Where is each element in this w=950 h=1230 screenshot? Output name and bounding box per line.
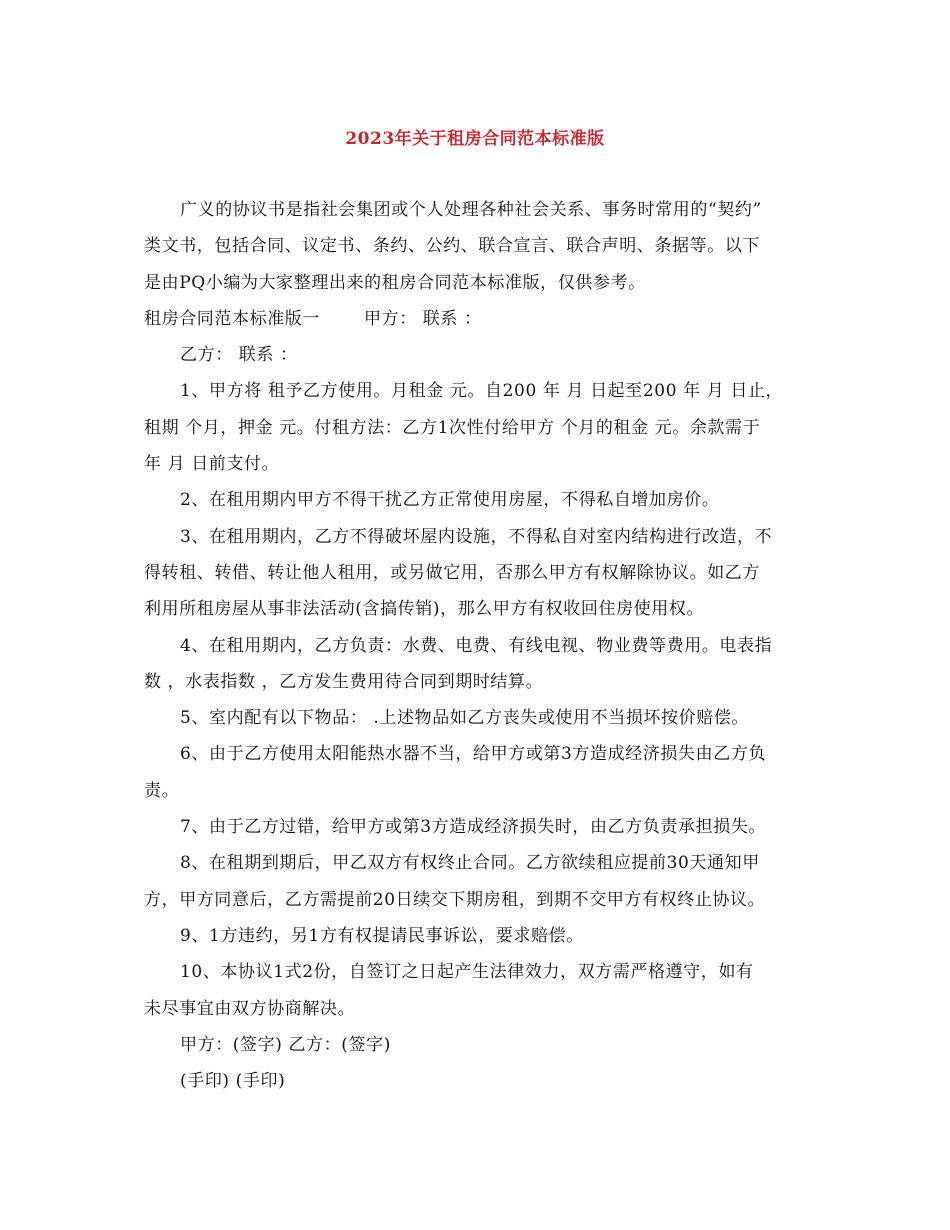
contract-heading-line	[144, 301, 804, 337]
intro-line-3: 是由PQ小编为大家整理出来的租房合同范本标准版，仅供参考。	[144, 272, 646, 293]
clause-5: 5、室内配有以下物品： .上述物品如乙方丧失或使用不当损坏按价赔偿。	[180, 708, 750, 729]
clause-2: 2、在租用期内甲方不得干扰乙方正常使用房屋，不得私自增加房价。	[180, 490, 720, 511]
clause-8-line-1: 8、在租期到期后，甲乙双方有权终止合同。乙方欲续租应提前30天通知甲	[180, 853, 760, 874]
intro-line-1: 广义的协议书是指社会集团或个人处理各种社会关系、事务时常用的“契约”	[180, 200, 762, 220]
fingerprint-line: (手印) (手印)	[180, 1071, 286, 1092]
party-a-contact: 甲方： 联系 ：	[364, 308, 482, 329]
clause-6-line-2: 责。	[144, 780, 180, 801]
document-body	[144, 192, 804, 1099]
clause-4-line-1: 4、在租用期内，乙方负责：水费、电费、有线电视、物业费等费用。电表指	[180, 635, 773, 656]
clause-3-line-1: 3、在租用期内，乙方不得破坏屋内设施，不得私自对室内结构进行改造，不	[180, 526, 773, 547]
clause-3-line-2: 得转租、转借、转让他人租用，或另做它用，否那么甲方有权解除协议。如乙方	[144, 562, 760, 583]
clause-10-line-2: 未尽事宜由双方协商解决。	[144, 998, 356, 1019]
document-title: 2023年关于租房合同范本标准版	[345, 129, 605, 149]
clause-4-line-2: 数 ，水表指数 ，乙方发生费用待合同到期时结算。	[144, 671, 544, 692]
intro-line-2: 类文书，包括合同、议定书、条约、公约、联合宣言、联合声明、条据等。以下	[144, 236, 760, 257]
clause-1-line-2: 租期 个月，押金 元。付租方法：乙方1次性付给甲方 个月的租金 元。余款需于	[144, 417, 761, 438]
clause-8-line-2: 方，甲方同意后，乙方需提前20日续交下期房租，到期不交甲方有权终止协议。	[144, 889, 766, 910]
party-b-contact: 乙方： 联系 ：	[180, 345, 298, 366]
clause-6-line-1: 6、由于乙方使用太阳能热水器不当，给甲方或第3方造成经济损失由乙方负	[180, 744, 767, 765]
clause-9: 9、1方违约，另1方有权提请民事诉讼，要求赔偿。	[180, 925, 584, 946]
contract-heading: 租房合同范本标准版一	[144, 308, 320, 329]
clause-7: 7、由于乙方过错，给甲方或第3方造成经济损失时，由乙方负责承担损失。	[180, 817, 767, 838]
clause-10-line-1: 10、本协议1式2份，自签订之日起产生法律效力，双方需严格遵守，如有	[180, 962, 754, 983]
signature-line: 甲方：(签字) 乙方：(签字)	[180, 1034, 391, 1055]
clause-1-line-3: 年 月 日前支付。	[144, 454, 280, 475]
clause-3-line-3: 利用所租房屋从事非法活动(含搞传销)，那么甲方有权收回住房使用权。	[144, 599, 705, 620]
clause-1-line-1: 1、甲方将 租予乙方使用。月租金 元。自200 年 月 日起至200 年 月 日止，	[180, 381, 784, 402]
